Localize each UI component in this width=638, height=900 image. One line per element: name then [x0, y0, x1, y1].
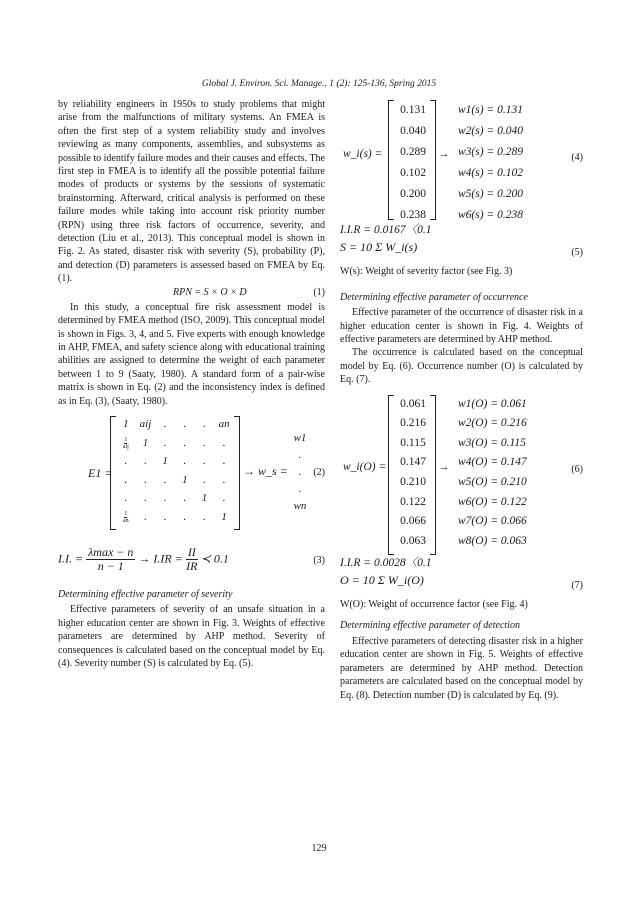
vector-entry: 0.066: [400, 515, 426, 528]
equation-7-body: O = 10 Σ W_i(O): [340, 573, 424, 588]
matrix-cell: .: [144, 510, 147, 523]
equation-3-tail: ≺ 0.1: [200, 551, 229, 566]
equation-3-mid: → I.IR =: [138, 551, 183, 566]
weight-vector-entry: wn: [293, 499, 307, 512]
equation-6-number: (6): [571, 463, 583, 475]
matrix-cell: $\frac{1}{\text{aij}}$: [122, 437, 129, 451]
vector-entry: w3(O) = 0.115: [458, 436, 526, 449]
vector-entry: w4(s) = 0.102: [458, 167, 523, 179]
heading-severity: Determining effective parameter of severity: [58, 588, 233, 600]
matrix-right-bracket: [234, 416, 240, 530]
paragraph-severity: Effective parameters of severity of an unsafe situation in a higher education center are shown in Fig. 3. Weights of effective parameters are determined by AHP method. Severity of consequences is calculated based on the conceptual model by Eq. (4). Severity number (S) is calculated by Eq. (5).: [58, 604, 325, 669]
matrix-cell: .: [144, 492, 147, 505]
note-occurrence-weight: W(O): Weight of occurrence factor (see Fig. 4): [340, 599, 528, 611]
left-column: [58, 98, 325, 670]
vector-6-left-bracket: [388, 395, 394, 555]
matrix-cell: .: [144, 473, 147, 486]
matrix-cell: .: [124, 455, 128, 468]
weight-vector-entry: .: [298, 465, 302, 478]
equation-6: [340, 393, 583, 555]
vector-entry: w3(s) = 0.289: [458, 146, 523, 158]
weight-vector: [290, 430, 310, 515]
vector-entry: 0.040: [400, 125, 426, 137]
matrix-cell: .: [183, 492, 187, 505]
equation-5-body: S = 10 Σ W_i(s): [340, 240, 418, 255]
vector-entry: 0.147: [400, 456, 426, 469]
equation-3: [58, 546, 325, 582]
equation-5-number: (5): [571, 247, 583, 259]
vector-entry: 0.289: [400, 146, 426, 158]
equation-2-arrow: → w_s =: [243, 463, 288, 478]
vector-entry: w8(O) = 0.063: [458, 534, 527, 547]
matrix-cell: 1: [201, 492, 208, 505]
equation-2-number: (2): [313, 466, 325, 478]
vector-entry: 0.238: [400, 209, 426, 221]
matrix-cell: .: [124, 473, 128, 486]
vector-entry: 0.131: [400, 104, 426, 116]
matrix-cell: .: [144, 455, 147, 468]
vector-entry: 0.210: [400, 476, 426, 489]
matrix-cell: 1: [142, 436, 149, 449]
equation-7: [340, 574, 583, 598]
paragraph-occurrence: Effective parameter of the occurrence of disaster risk in a higher education center is shown in Fig. 4. Weights of effective parameters are determined by AHP method.: [340, 307, 583, 346]
equation-1: [58, 286, 325, 301]
matrix-cell: .: [222, 455, 226, 468]
vector-entry: 0.115: [400, 436, 426, 449]
matrix-cell: .: [183, 418, 187, 431]
equation-5: [340, 241, 583, 265]
matrix-cell: 1: [162, 455, 168, 468]
vector-entry: w2(s) = 0.040: [458, 125, 523, 137]
matrix-cell: .: [163, 436, 167, 449]
paragraph-detection: Effective parameters of detecting disaster risk in a higher education center are shown in Fig. 5. Weights of effective parameters are determined by AHP method. Detection parameters are calculated based on the conceptual model by Eq. (8). Detection number (D) is calculated by Eq. (9).: [340, 635, 583, 701]
matrix-cell: .: [203, 473, 206, 486]
matrix-cell: .: [124, 492, 128, 505]
matrix-cell: .: [222, 492, 226, 505]
vector-entry: 0.063: [400, 534, 426, 547]
equation-6-lhs: w_i(O) =: [343, 460, 387, 473]
matrix-cell: .: [183, 455, 187, 468]
equation-3-fraction: [86, 546, 135, 574]
equation-3-lhs: I.I. =: [58, 551, 84, 566]
equation-3-fraction-2: [186, 546, 198, 574]
matrix-cell: .: [222, 473, 226, 486]
vector-entry: w5(O) = 0.210: [458, 476, 527, 489]
matrix-cell: $\frac{1}{an}$: [122, 511, 129, 525]
matrix-cell: .: [183, 510, 187, 523]
vector-entry: w2(O) = 0.216: [458, 417, 527, 430]
matrix-cell: .: [183, 436, 187, 449]
weight-vector-entry: .: [298, 482, 302, 495]
vector-entry: w1(s) = 0.131: [458, 104, 523, 116]
inconsistency-4: I.I.R = 0.0167〈0.1: [340, 224, 432, 236]
matrix-cell: .: [163, 510, 167, 523]
heading-occurrence: Determining effective parameter of occurrence: [340, 291, 528, 303]
equation-1-number: (1): [313, 286, 325, 298]
weight-vector-entry: .: [298, 448, 302, 461]
equation-3-denominator: n − 1: [97, 559, 124, 574]
vector-4-right-bracket: [430, 100, 436, 220]
vector-entry: 0.216: [400, 417, 426, 430]
equation-2-lhs: E1 =: [88, 465, 113, 480]
equation-7-number: (7): [571, 580, 583, 592]
matrix-cell: an: [218, 418, 230, 431]
equation-2: [58, 412, 325, 536]
vector-entry: 0.102: [400, 167, 426, 179]
equation-4-lhs: w_i(s) =: [343, 148, 383, 160]
vector-entry: 0.122: [400, 495, 426, 508]
equation-3-denominator-2: IR: [186, 559, 198, 574]
running-head: Global J. Environ. Sci. Manage., 1 (2): 125-136, Spring 2015: [201, 79, 437, 89]
vector-entry: w1(O) = 0.061: [458, 397, 527, 410]
note-severity-weight: W(s): Weight of severity factor (see Fig. 3): [340, 266, 513, 278]
equation-3-numerator: λmax − n: [88, 544, 134, 559]
matrix-cell: .: [203, 455, 206, 468]
vector-4-values: [395, 100, 431, 226]
paragraph-conceptual-model: In this study, a conceptual fire risk assessment model is determined by FMEA method (ISO, 2009). This conceptual model is shown in Figs. 3, 4, and 5. Five experts with enough knowledge in AHP, FMEA, and safety science along with educational training abilities are assigned to determine the weight of each parameter between 1 to 9 (Saaty, 1980). A standard form of a pair-wise matrix is shown in Eq. (2) and the inconsistency index is defined as in Eq. (3), (Saaty, 1980).: [58, 301, 325, 407]
matrix-cell: .: [163, 418, 167, 431]
vector-entry: w6(s) = 0.238: [458, 209, 523, 221]
vector-6-labels: [458, 395, 527, 552]
weight-vector-entry: w1: [293, 431, 307, 444]
vector-entry: 0.200: [400, 188, 426, 200]
matrix-cell: .: [163, 473, 167, 486]
matrix-cell: .: [203, 510, 206, 523]
arrow-icon: →: [438, 460, 450, 473]
equation-1-body: RPN = S × O × D: [173, 286, 247, 298]
matrix-cell: .: [222, 436, 226, 449]
vector-entry: w6(O) = 0.122: [458, 495, 527, 508]
right-column: [340, 98, 583, 702]
vector-6-values: [395, 395, 431, 552]
matrix-cell: aij: [139, 418, 152, 431]
equation-3-numerator-2: II: [187, 544, 196, 559]
vector-4-labels: [458, 100, 523, 226]
vector-entry: w4(O) = 0.147: [458, 456, 527, 469]
equation-3-number: (3): [313, 554, 325, 566]
vector-entry: 0.061: [400, 397, 426, 410]
pairwise-matrix: [116, 416, 234, 527]
heading-detection: Determining effective parameter of detection: [340, 620, 520, 632]
arrow-icon: →: [438, 148, 450, 160]
page-number: 129: [311, 843, 327, 854]
vector-6-right-bracket: [430, 395, 436, 555]
vector-entry: w5(s) = 0.200: [458, 188, 523, 200]
equation-4: [340, 98, 583, 222]
vector-4-left-bracket: [388, 100, 394, 220]
matrix-cell: 1: [123, 418, 129, 431]
paragraph-occurrence-calc: The occurrence is calculated based on the conceptual model by Eq. (6). Occurrence number (O) is calculated by Eq. (7).: [340, 347, 583, 386]
equation-4-number: (4): [571, 152, 583, 163]
inconsistency-6: I.I.R = 0.0028〈0.1: [340, 556, 432, 569]
paragraph-fmea-intro: by reliability engineers in 1950s to study problems that might arise from the malfunctions of military systems. An FMEA is often the first step of a system reliability study and involves reviewing as many components, assemblies, and subsystems as possible to identify failure modes and their causes and effects. The first step in FMEA is to identify all the possible potential failure modes of products or systems by the sessions of systematic brainstorming. Afterward, critical analysis is performed on these failure modes while taking into account risk priority number (RPN) using three risk factors of occurrence, severity, and detection (Liu et al., 2013). This conceptual model is shown in Fig. 2. As stated, disaster risk with severity (S), probability (P), and detection (D) parameters is assessed based on FMEA by Eq. (1).: [58, 99, 325, 285]
matrix-cell: .: [163, 492, 167, 505]
matrix-cell: .: [203, 418, 206, 431]
matrix-cell: 1: [221, 510, 227, 523]
matrix-cell: 1: [182, 473, 188, 486]
matrix-cell: .: [203, 436, 206, 449]
vector-entry: w7(O) = 0.066: [458, 515, 527, 528]
